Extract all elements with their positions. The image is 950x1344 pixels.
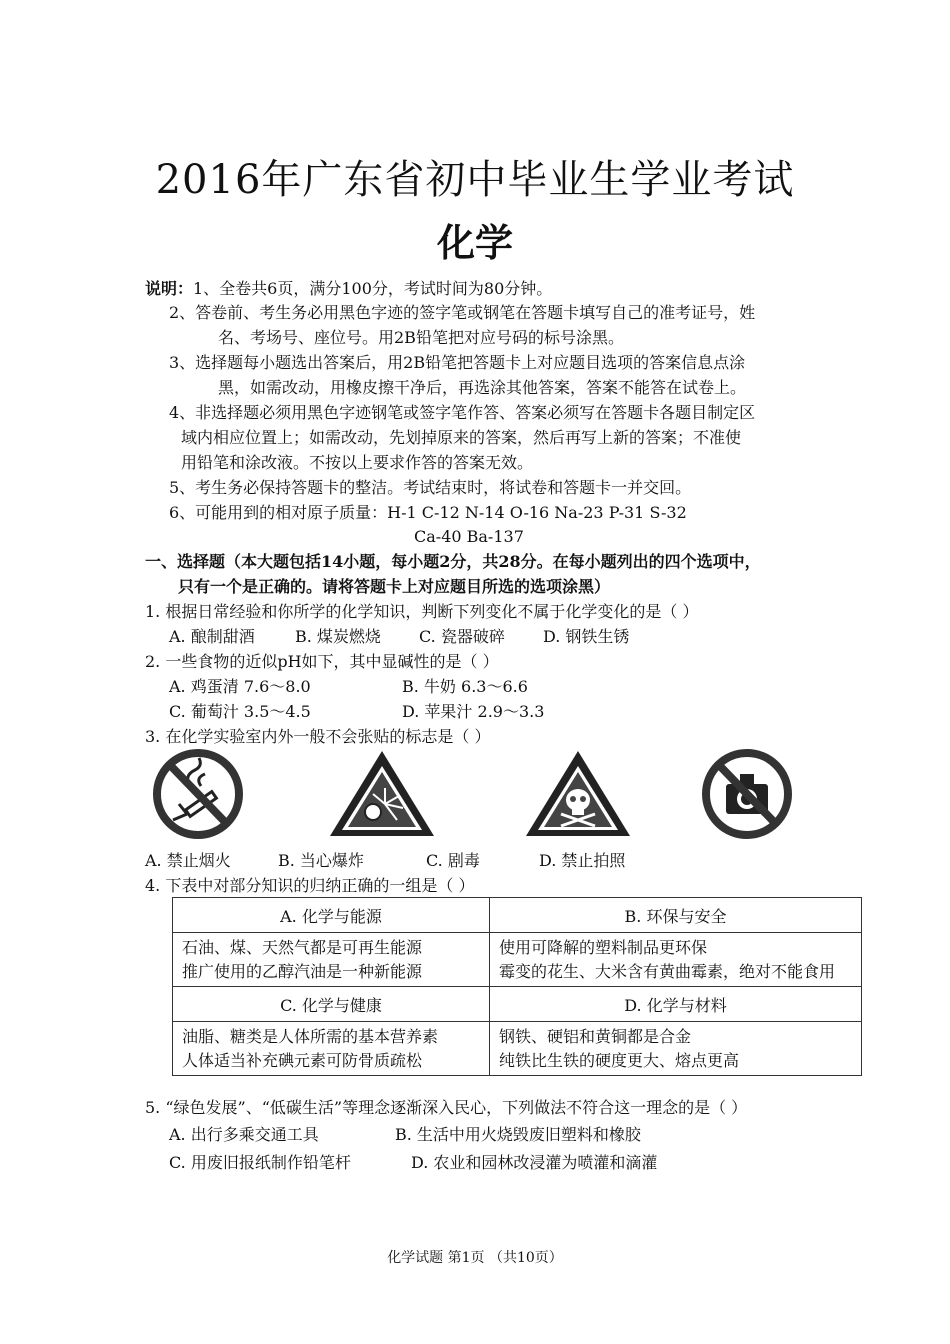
instruction-4b: 域内相应位置上；如需改动，先划掉原来的答案，然后再写上新的答案；不准使 (181, 428, 742, 447)
question-2-option-a: A. 鸡蛋清 7.6～8.0 (169, 677, 311, 696)
subject-title: 化学 (436, 220, 513, 265)
table-header-a: A. 化学与能源 (173, 898, 490, 933)
table-c-line1: 油脂、糖类是人体所需的基本营养素 (182, 1027, 439, 1046)
knowledge-table (172, 897, 862, 1076)
table-header-c: C. 化学与健康 (173, 987, 490, 1022)
instruction-6b: Ca-40 Ba-137 (414, 527, 524, 546)
question-1-option-b: B. 煤炭燃烧 (295, 627, 381, 646)
question-2-stem: 2. 一些食物的近似pH如下，其中显碱性的是（ ） (145, 652, 499, 671)
question-3-option-a: A. 禁止烟火 (145, 851, 231, 870)
table-a-line2: 推广使用的乙醇汽油是一种新能源 (182, 962, 423, 981)
table-cell-a (173, 933, 490, 987)
instruction-2b: 名、考场号、座位号。用2B铅笔把对应号码的标号涂黑。 (218, 328, 624, 347)
question-1-option-a: A. 酿制甜酒 (169, 627, 255, 646)
instruction-3b: 黑，如需改动，用橡皮擦干净后，再选涂其他答案，答案不能答在试卷上。 (218, 378, 747, 397)
no-photography-sign-icon (700, 748, 794, 840)
table-b-line1: 使用可降解的塑料制品更环保 (499, 938, 708, 957)
instruction-2a: 2、答卷前、考生务必用黑色字迹的签字笔或钢笔在答题卡填写自己的准考证号，姓 (169, 303, 756, 322)
question-5-option-a: A. 出行多乘交通工具 (169, 1125, 319, 1144)
table-cell-d (490, 1022, 862, 1076)
table-d-line2: 纯铁比生铁的硬度更大、熔点更高 (499, 1051, 740, 1070)
question-2-option-c: C. 葡萄汁 3.5～4.5 (169, 702, 311, 721)
toxic-skull-sign-icon (523, 748, 633, 840)
question-3-option-c: C. 剧毒 (426, 851, 480, 870)
instruction-4a: 4、非选择题必须用黑色字迹钢笔或签字笔作答、答案必须写在答题卡各题目制定区 (169, 403, 756, 422)
table-c-line2: 人体适当补充碘元素可防骨质疏松 (182, 1051, 423, 1070)
question-3-option-d: D. 禁止拍照 (539, 851, 626, 870)
table-d-line1: 钢铁、硬铝和黄铜都是合金 (499, 1027, 692, 1046)
table-header-b: B. 环保与安全 (490, 898, 862, 933)
table-b-line2: 霉变的花生、大米含有黄曲霉素，绝对不能食用 (499, 962, 836, 981)
question-2-option-b: B. 牛奶 6.3～6.6 (402, 677, 528, 696)
question-5-option-b: B. 生活中用火烧毁废旧塑料和橡胶 (395, 1125, 641, 1144)
instruction-4c: 用铅笔和涂改液。不按以上要求作答的答案无效。 (181, 453, 534, 472)
instruction-5: 5、考生务必保持答题卡的整洁。考试结束时，将试卷和答题卡一并交回。 (169, 478, 692, 497)
table-cell-b (490, 933, 862, 987)
question-2-option-d: D. 苹果汁 2.9～3.3 (402, 702, 545, 721)
section-heading-line1: 一、选择题（本大题包括14小题，每小题2分，共28分。在每小题列出的四个选项中， (145, 552, 761, 571)
table-a-line1: 石油、煤、天然气都是可再生能源 (182, 938, 423, 957)
question-1-stem: 1. 根据日常经验和你所学的化学知识，判断下列变化不属于化学变化的是（ ） (145, 602, 699, 621)
table-header-d: D. 化学与材料 (490, 987, 862, 1022)
question-5-option-c: C. 用废旧报纸制作铅笔杆 (169, 1153, 351, 1172)
question-3-stem: 3. 在化学实验室内外一般不会张贴的标志是（ ） (145, 727, 491, 746)
question-1-option-c: C. 瓷器破碎 (419, 627, 505, 646)
explosion-warning-sign-icon (327, 748, 437, 840)
instruction-3a: 3、选择题每小题选出答案后，用2B铅笔把答题卡上对应题目选项的答案信息点涂 (169, 353, 746, 372)
page-footer: 化学试题 第1页 （共10页） (387, 1250, 563, 1266)
question-4-stem: 4. 下表中对部分知识的归纳正确的一组是（ ） (145, 876, 475, 895)
no-smoking-sign-icon (151, 748, 245, 840)
question-5-stem: 5. “绿色发展”、“低碳生活”等理念逐渐深入民心，下列做法不符合这一理念的是（ ） (145, 1098, 748, 1117)
question-5-option-d: D. 农业和园林改浸灌为喷灌和滴灌 (411, 1153, 658, 1172)
exam-title: 2016年广东省初中毕业生学业考试 (155, 157, 795, 203)
instruction-1: 1、全卷共6页，满分100分，考试时间为80分钟。 (193, 279, 553, 298)
section-heading-line2: 只有一个是正确的。请将答题卡上对应题目所选的选项涂黑） (178, 577, 611, 596)
question-3-option-b: B. 当心爆炸 (278, 851, 364, 870)
instruction-6a: 6、可能用到的相对原子质量：H-1 C-12 N-14 O-16 Na-23 P-31 S-32 (169, 503, 687, 522)
table-cell-c (173, 1022, 490, 1076)
question-1-option-d: D. 钢铁生锈 (543, 627, 630, 646)
instructions-label: 说明： (145, 279, 194, 298)
